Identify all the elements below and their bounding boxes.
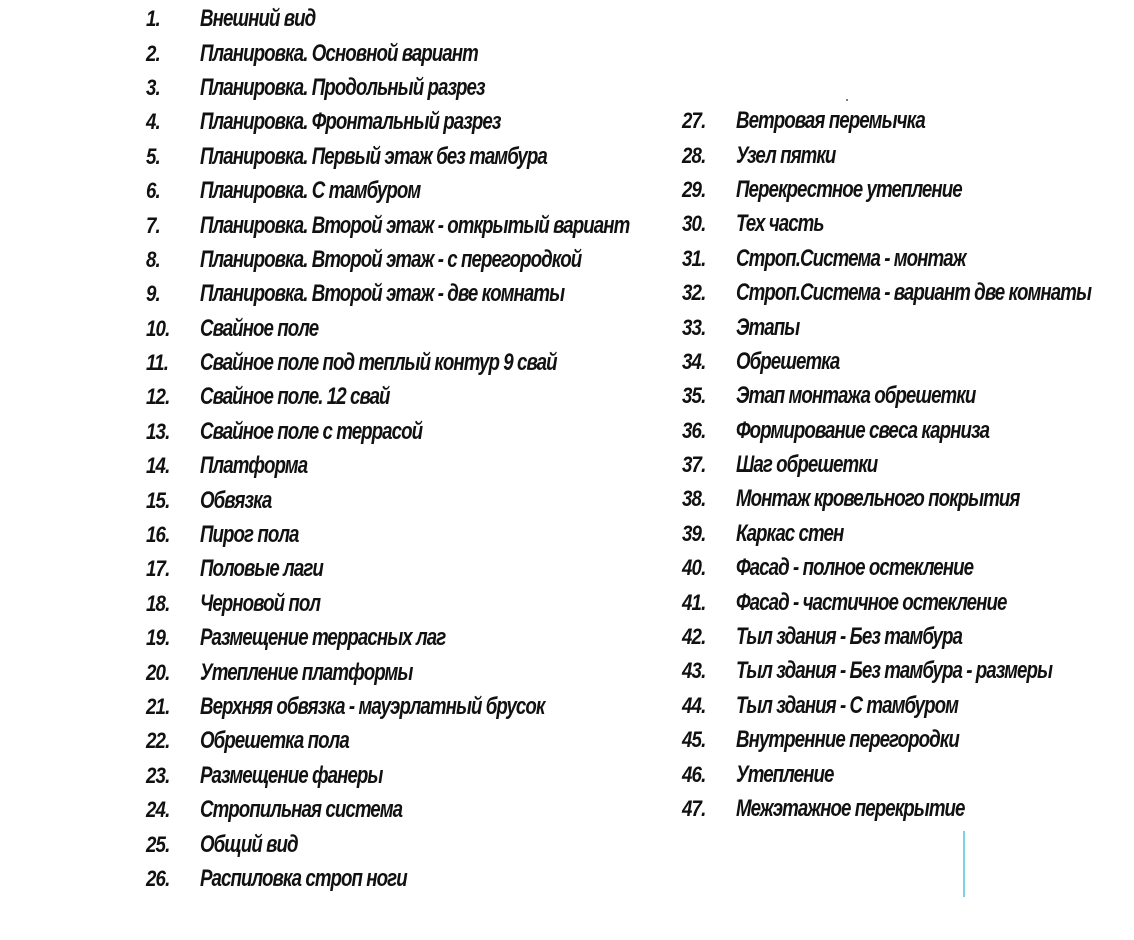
list-item-number: 26.	[146, 865, 170, 891]
list-item	[682, 689, 1134, 723]
text-cursor-line	[963, 831, 965, 897]
list-item-number: 2.	[146, 40, 160, 66]
list-item-label: Планировка. Продольный разрез	[200, 73, 485, 101]
list-item-label: Строп.Система - вариант две комнаты	[736, 279, 1092, 307]
list-item	[146, 105, 750, 139]
list-item-number: 32.	[682, 280, 706, 306]
list-item-number: 15.	[146, 487, 170, 513]
list-item	[146, 621, 750, 655]
list-item-number: 21.	[146, 694, 170, 719]
list-item	[146, 827, 750, 861]
list-item	[682, 379, 1134, 413]
list-item-number: 17.	[146, 556, 170, 582]
list-item-label: Свайное поле. 12 свай	[200, 383, 390, 411]
list-item-label: Внешний вид	[200, 5, 316, 33]
list-item-number: 47.	[682, 796, 706, 821]
list-item-label: Свайное поле	[200, 314, 319, 342]
list-item-label: Обрешетка пола	[200, 727, 349, 755]
list-item-label: Размещение фанеры	[200, 761, 383, 789]
list-item-label: Монтаж кровельного покрытия	[736, 485, 1020, 513]
list-item-label: Формирование свеса карниза	[736, 416, 990, 444]
list-item	[682, 654, 1134, 688]
list-item-number: 23.	[146, 762, 170, 788]
list-item-label: Свайное поле с террасой	[200, 417, 423, 445]
list-item-label: Планировка. Основной вариант	[200, 39, 478, 67]
list-item-number: 33.	[682, 314, 706, 340]
list-item	[682, 757, 1134, 791]
list-item-number: 22.	[146, 728, 170, 754]
list-item-label: Размещение террасных лаг	[200, 624, 446, 652]
list-item-number: 9.	[146, 281, 160, 307]
list-item-number: 18.	[146, 590, 170, 616]
list-item-number: 38.	[682, 486, 706, 512]
list-item-number: 45.	[682, 727, 706, 753]
list-item-label: Перекрестное утепление	[736, 175, 962, 203]
list-item-number: 40.	[682, 555, 706, 581]
list-item-number: 28.	[682, 142, 706, 168]
list-item-number: 31.	[682, 245, 706, 271]
list-item-label: Фасад - частичное остекление	[736, 588, 1007, 616]
list-item-number: 39.	[682, 520, 706, 546]
list-item-number: 46.	[682, 761, 706, 787]
list-item	[146, 449, 750, 483]
list-item	[682, 620, 1134, 654]
list-item-number: 19.	[146, 625, 170, 651]
list-item	[146, 346, 750, 380]
list-item	[146, 759, 750, 793]
list-item-label: Межэтажное перекрытие	[736, 795, 965, 822]
list-item-number: 11.	[146, 350, 169, 376]
list-item	[146, 380, 750, 414]
list-item-number: 7.	[146, 212, 160, 238]
list-item-label: Стропильная система	[200, 796, 403, 824]
list-item-number: 16.	[146, 522, 170, 548]
list-item-number: 30.	[682, 211, 706, 237]
list-item-label: Этап монтажа обрешетки	[736, 382, 976, 410]
table-of-contents-right-column	[682, 104, 1134, 826]
list-item-number: 37.	[682, 452, 706, 478]
list-item-label: Обвязка	[200, 486, 272, 514]
list-item	[682, 414, 1134, 448]
list-item	[146, 483, 750, 517]
table-of-contents-left-column	[146, 2, 750, 896]
list-item-number: 42.	[682, 624, 706, 650]
list-item	[146, 71, 750, 105]
list-item	[146, 862, 750, 896]
list-item-number: 41.	[682, 589, 706, 615]
list-item-label: Каркас стен	[736, 519, 844, 547]
list-item-number: 20.	[146, 659, 170, 685]
list-item-number: 29.	[682, 176, 706, 202]
list-item-label: Черновой пол	[200, 589, 321, 617]
list-item-label: Строп.Система - монтаж	[736, 244, 966, 272]
list-item-label: Тех часть	[736, 210, 824, 238]
list-item-number: 43.	[682, 658, 706, 684]
list-item-number: 35.	[682, 383, 706, 409]
list-item-label: Пирог пола	[200, 521, 299, 549]
list-item	[146, 415, 750, 449]
list-item-label: Планировка. Второй этаж - две комнаты	[200, 280, 565, 308]
list-item	[146, 2, 750, 36]
list-item-number: 14.	[146, 453, 170, 479]
list-item-number: 5.	[146, 143, 160, 169]
list-item-label: Утепление платформы	[200, 658, 413, 686]
list-item-label: Тыл здания - Без тамбура	[736, 623, 962, 651]
list-item	[682, 207, 1134, 241]
list-item-label: Распиловка строп ноги	[200, 864, 407, 892]
list-item	[146, 277, 750, 311]
list-item	[146, 587, 750, 621]
list-item-number: 25.	[146, 831, 170, 857]
list-item	[146, 724, 750, 758]
list-item-label: Шаг обрешетки	[736, 451, 878, 479]
list-item	[682, 585, 1134, 619]
list-item-label: Ветровая перемычка	[736, 107, 925, 135]
list-item-label: Тыл здания - С тамбуром	[736, 691, 959, 719]
list-item	[682, 792, 1134, 826]
list-item	[146, 552, 750, 586]
list-item-label: Планировка. Фронтальный разрез	[200, 108, 501, 136]
list-item-label: Общий вид	[200, 830, 298, 858]
list-item-label: Этапы	[736, 313, 800, 341]
list-item-number: 4.	[146, 109, 160, 135]
list-item	[682, 242, 1134, 276]
list-item	[146, 793, 750, 827]
list-item	[682, 345, 1134, 379]
list-item-number: 1.	[146, 6, 160, 32]
list-item-number: 34.	[682, 348, 706, 374]
list-item-label: Половые лаги	[200, 555, 323, 583]
list-item-label: Внутренние перегородки	[736, 726, 959, 754]
list-item-number: 12.	[146, 384, 170, 410]
list-item-label: Фасад - полное остекление	[736, 554, 974, 582]
stray-dot-mark	[846, 99, 848, 101]
list-item-number: 8.	[146, 246, 160, 272]
list-item	[682, 448, 1134, 482]
list-item-label: Планировка. Второй этаж - с перегородкой	[200, 245, 582, 273]
list-item-number: 6.	[146, 178, 160, 204]
list-item-number: 27.	[682, 108, 706, 134]
list-item	[146, 243, 750, 277]
list-item	[146, 174, 750, 208]
list-item-number: 24.	[146, 797, 170, 823]
list-item	[682, 310, 1134, 344]
list-item	[682, 173, 1134, 207]
list-item-number: 44.	[682, 692, 706, 718]
list-item	[682, 723, 1134, 757]
list-item	[682, 482, 1134, 516]
list-item	[682, 276, 1134, 310]
list-item-label: Планировка. Первый этаж без тамбура	[200, 142, 547, 170]
list-item-number: 10.	[146, 315, 170, 341]
list-item-label: Обрешетка	[736, 347, 840, 375]
list-item	[146, 312, 750, 346]
list-item-number: 3.	[146, 74, 160, 100]
list-item	[146, 208, 750, 242]
list-item	[682, 517, 1134, 551]
list-item-label: Узел пятки	[736, 141, 836, 169]
list-item	[682, 551, 1134, 585]
list-item-label: Планировка. Второй этаж - открытый вариант	[200, 211, 630, 239]
list-item	[146, 518, 750, 552]
list-item-label: Верхняя обвязка - мауэрлатный брусок	[200, 693, 545, 720]
list-item	[682, 104, 1134, 138]
list-item-label: Утепление	[736, 760, 834, 788]
list-item	[682, 138, 1134, 172]
list-item-label: Планировка. С тамбуром	[200, 177, 421, 205]
list-item	[146, 690, 750, 724]
list-item	[146, 140, 750, 174]
list-item-number: 13.	[146, 418, 170, 444]
list-item	[146, 655, 750, 689]
list-item-label: Свайное поле под теплый контур 9 свай	[200, 349, 557, 377]
list-item-number: 36.	[682, 417, 706, 443]
list-item	[146, 36, 750, 70]
list-item-label: Платформа	[200, 452, 308, 480]
list-item-label: Тыл здания - Без тамбура - размеры	[736, 657, 1053, 685]
